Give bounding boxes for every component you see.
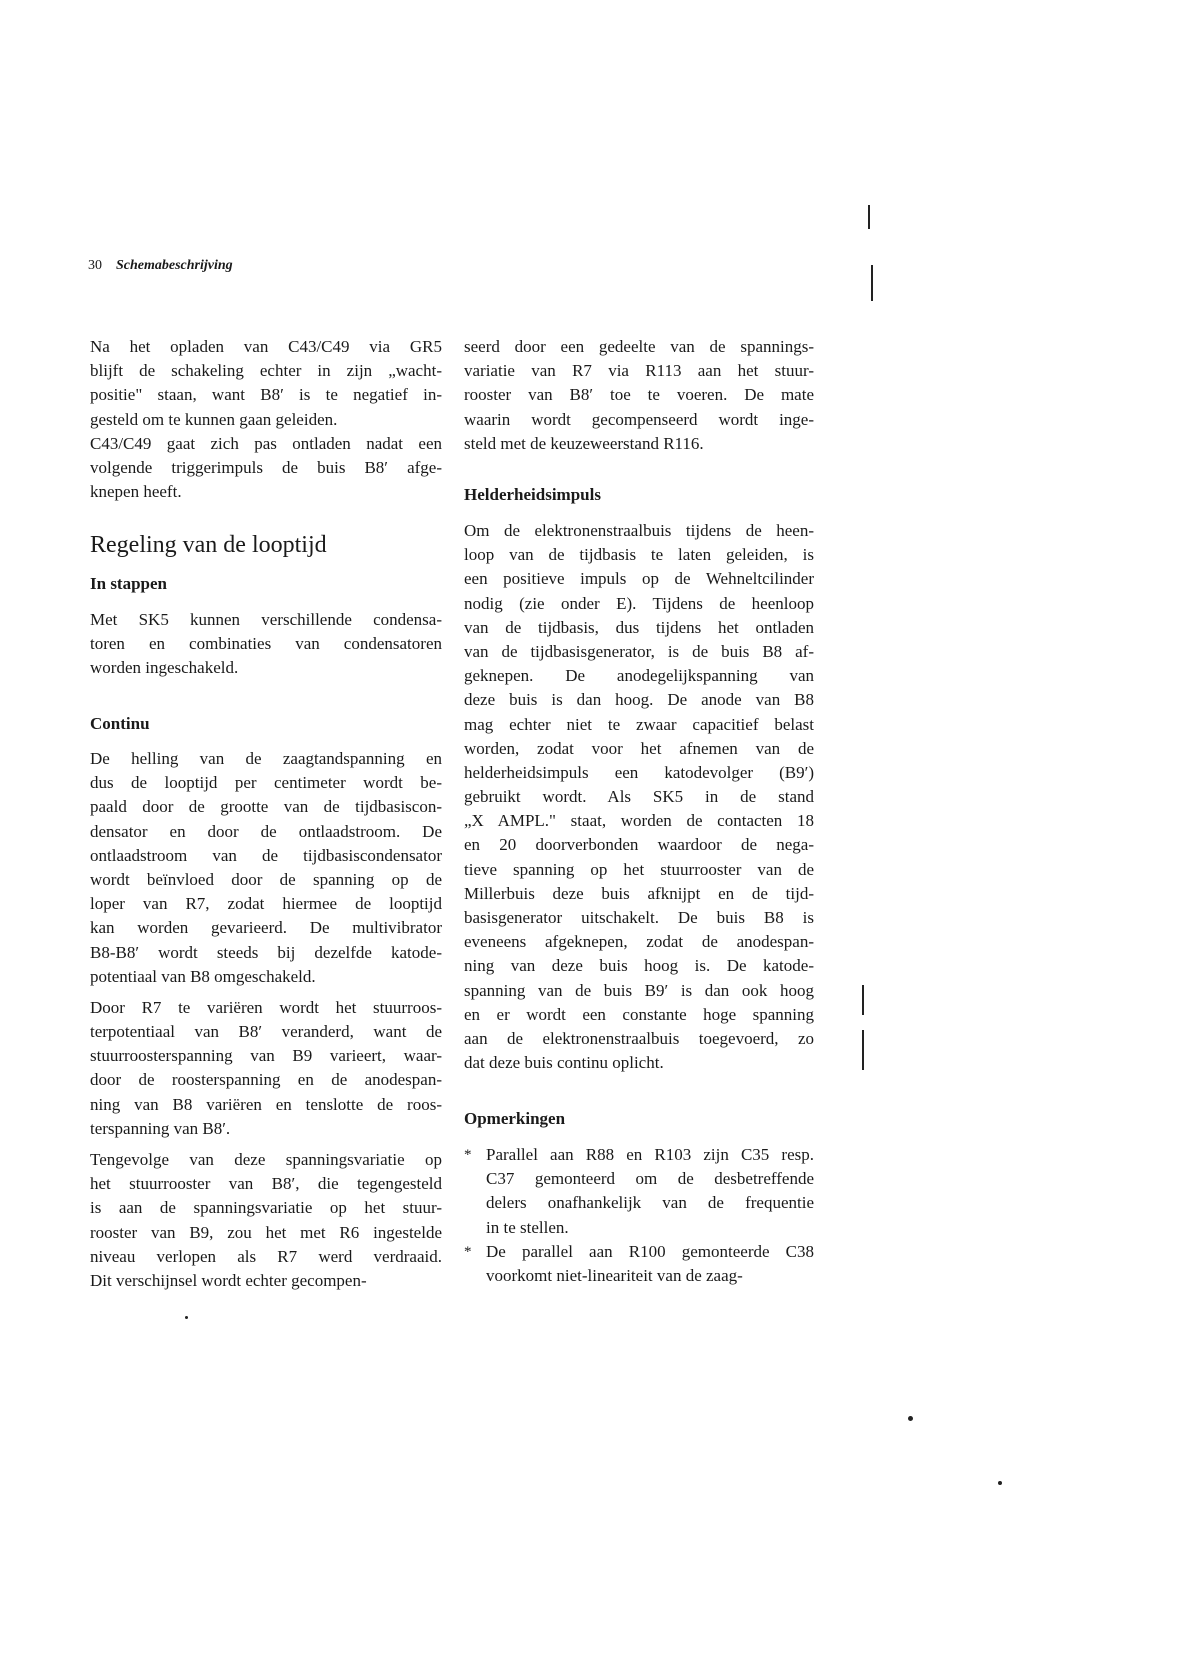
paragraphs-continu (90, 747, 442, 1293)
text-line: „X AMPL." staat, worden de contacten 18 (464, 811, 814, 831)
text-line: paald door de grootte van de tijdbasiscon- (90, 797, 442, 817)
text-line: door de roosterspanning en de anodespan- (90, 1070, 442, 1090)
subheading-in-stappen: In stappen (90, 574, 168, 593)
text-line: worden ingeschakeld. (90, 658, 239, 678)
scan-mark (868, 205, 870, 229)
text-line: in te stellen. (486, 1217, 569, 1237)
text-line: positie" staan, want B8′ is te negatief in- (90, 385, 442, 405)
scan-mark (871, 265, 873, 301)
text-line: Door R7 te variëren wordt het stuurroos- (90, 997, 442, 1017)
text-line: volgende triggerimpuls de buis B8′ afge- (90, 457, 442, 477)
text-line: terspanning van B8′. (90, 1118, 231, 1138)
left-intro (90, 335, 442, 504)
scan-speck (185, 1316, 188, 1319)
text-line: blijft de schakeling echter in zijn „wacht- (90, 361, 442, 381)
text-line: C37 gemonteerd om de desbetreffende (486, 1169, 814, 1189)
paragraph-helderheidsimpuls (464, 519, 814, 1075)
text-line: loop van de tijdbasis te laten geleiden, is (464, 545, 814, 565)
text-line: Parallel aan R88 en R103 zijn C35 resp. (486, 1145, 814, 1164)
text-line: De helling van de zaagtandspanning en (90, 749, 442, 768)
scan-speck (998, 1481, 1002, 1485)
text-line: C43/C49 gaat zich pas ontladen nadat een (90, 433, 442, 453)
text-line: wordt beïnvloed door de spanning op de (90, 869, 442, 889)
text-line: eveneens afgeknepen, zodat de anodespan- (464, 932, 814, 952)
text-line: waarin wordt gecompenseerd wordt inge- (464, 409, 814, 429)
text-line: gesteld om te kunnen gaan geleiden. (90, 409, 338, 429)
text-line: Dit verschijnsel wordt echter gecompen- (90, 1270, 367, 1290)
text-line: dus de looptijd per centimeter wordt be- (90, 773, 442, 793)
text-line: knepen heeft. (90, 482, 182, 502)
text-line: rooster van B8′ toe te voeren. De mate (464, 385, 814, 405)
bullet-star-icon: * (464, 1243, 472, 1260)
text-line: nodig (zie onder E). Tijdens de heenloop (464, 593, 814, 613)
text-line: potentiaal van B8 omgeschakeld. (90, 966, 316, 986)
text-line: densator en door de ontlaadstroom. De (90, 821, 442, 841)
text-line: De parallel aan R100 gemonteerde C38 (486, 1241, 814, 1261)
text-line: Met SK5 kunnen verschillende condensa- (90, 610, 442, 629)
text-line: worden, zodat voor het afnemen van de (464, 738, 814, 758)
text-line: variatie van R7 via R113 aan het stuur- (464, 361, 814, 381)
running-title: Schemabeschrijving (116, 258, 233, 273)
text-line: helderheidsimpuls een katodevolger (B9′) (464, 762, 814, 782)
text-line: delers onafhankelijk van de frequentie (486, 1193, 814, 1213)
text-line: Tengevolge van deze spanningsvariatie op (90, 1150, 442, 1169)
text-line: het stuurrooster van B8′, die tegengesteld (90, 1174, 442, 1194)
text-line: steld met de keuzeweerstand R116. (464, 433, 704, 453)
bullet-item (464, 1143, 814, 1240)
subheading-opmerkingen: Opmerkingen (464, 1109, 566, 1128)
text-line: voorkomt niet-lineariteit van de zaag- (486, 1265, 743, 1285)
text-line: deze buis is dan hoog. De anode van B8 (464, 690, 814, 710)
text-line: ning van deze buis hoog is. De katode- (464, 956, 814, 976)
text-line: en 20 doorverbonden waardoor de nega- (464, 835, 814, 855)
bullet-item (464, 1240, 814, 1288)
subheading-helderheidsimpuls: Helderheidsimpuls (464, 485, 601, 504)
text-line: van de tijdbasisgenerator, is de buis B8 af- (464, 641, 814, 661)
text-line: ning van B8 variëren en tenslotte de roos- (90, 1094, 442, 1114)
paragraph (90, 335, 442, 432)
page-number: 30 (88, 258, 102, 273)
text-line: toren en combinaties van condensatoren (90, 634, 442, 654)
bullet-list (464, 1143, 814, 1288)
text-line: loper van R7, zodat hiermee de looptijd (90, 894, 442, 914)
text-line: van de tijdbasis, dus tijdens het ontladen (464, 617, 814, 637)
text-line: mag echter niet te zwaar capacitief belast (464, 714, 814, 734)
paragraph (90, 996, 442, 1141)
right-continuation (464, 335, 814, 456)
text-line: niveau verlopen als R7 werd verdraaid. (90, 1246, 442, 1266)
text-line: ontlaadstroom van de tijdbasiscondensator (90, 845, 442, 865)
text-line: B8-B8′ wordt steeds bij dezelfde katode- (90, 942, 442, 962)
scan-mark (862, 1030, 864, 1070)
paragraph (90, 747, 442, 989)
text-line: aan de elektronenstraalbuis toegevoerd, zo (464, 1028, 814, 1048)
text-line: terpotentiaal van B8′ veranderd, want de (90, 1022, 442, 1042)
text-line: spanning van de buis B9′ is dan ook hoog (464, 980, 814, 1000)
paragraph (90, 432, 442, 505)
text-line: Om de elektronenstraalbuis tijdens de heen- (464, 521, 814, 540)
text-line: een positieve impuls op de Wehneltcilinder (464, 569, 814, 589)
paragraph-in-stappen (90, 608, 442, 681)
text-line: Na het opladen van C43/C49 via GR5 (90, 337, 442, 356)
text-line: stuurroosterspanning van B9 varieert, waar- (90, 1046, 442, 1066)
bullet-star-icon: * (464, 1147, 472, 1163)
text-line: basisgenerator uitschakelt. De buis B8 is (464, 908, 814, 927)
text-line: gebruikt wordt. Als SK5 in de stand (464, 787, 814, 807)
text-line: seerd door een gedeelte van de spannings- (464, 337, 814, 356)
text-line: dat deze buis continu oplicht. (464, 1053, 664, 1073)
text-line: rooster van B9, zou het met R6 ingestelde (90, 1222, 442, 1242)
text-line: geknepen. De anodegelijkspanning van (464, 666, 814, 686)
scan-mark (862, 985, 864, 1015)
paragraph (90, 1148, 442, 1293)
section-title: Regeling van de looptijd (90, 532, 327, 558)
text-line: en er wordt een constante hoge spanning (464, 1004, 814, 1024)
text-line: is aan de spanningsvariatie op het stuur- (90, 1198, 442, 1218)
text-line: kan worden gevarieerd. De multivibrator (90, 918, 442, 938)
text-line: tieve spanning op het stuurrooster van de (464, 859, 814, 879)
running-head (88, 256, 233, 274)
subheading-continu: Continu (90, 714, 150, 733)
text-line: Millerbuis deze buis afknijpt en de tijd- (464, 883, 814, 903)
scan-speck (908, 1416, 913, 1421)
